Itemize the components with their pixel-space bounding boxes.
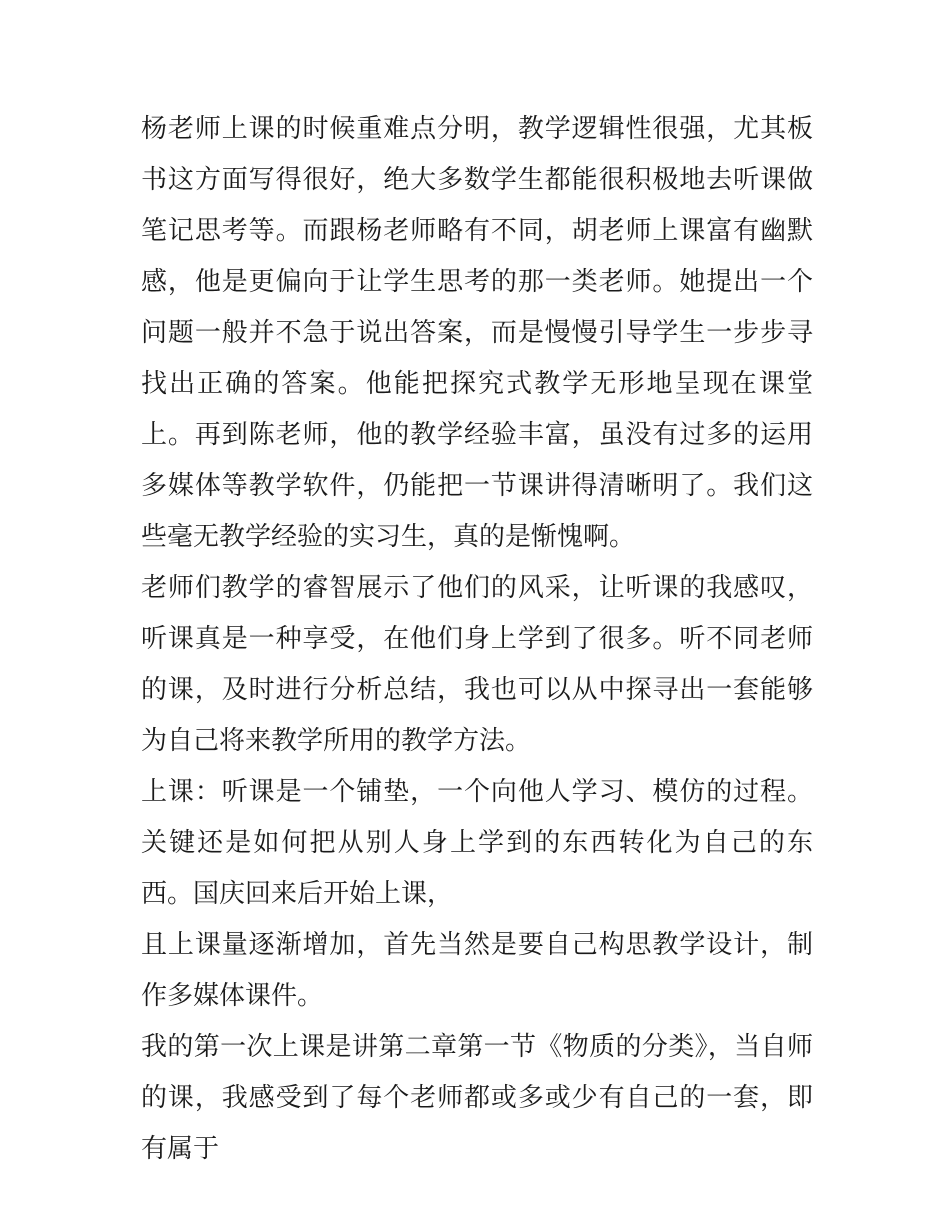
paragraph-start-teaching: 上课：听课是一个铺垫，一个向他人学习、模仿的过程。关键还是如何把从别人身上学到的东西转化为自己的东西。国庆回来后开始上课， <box>141 777 813 909</box>
paragraph-first-lesson: 我的第一次上课是讲第二章第一节《物质的分类》，当自师的课，我感受到了每个老师都或多或少有自己的一套，即有属于 <box>141 1032 813 1164</box>
document-body <box>141 104 813 1175</box>
paragraph-lesson-design: 且上课量逐渐增加，首先当然是要自己构思教学设计，制作多媒体课件。 <box>141 930 813 1011</box>
paragraph-teacher-observations: 杨老师上课的时候重难点分明，教学逻辑性很强，尤其板书这方面写得很好，绝大多数学生都能很积极地去听课做笔记思考等。而跟杨老师略有不同，胡老师上课富有幽默感，他是更偏向于让学生思考的那一类老师。她提出一个问题一般并不急于说出答案，而是慢慢引导学生一步步寻找出正确的答案。他能把探究式教学无形地呈现在课堂上。再到陈老师，他的教学经验丰富，虽没有过多的运用多媒体等教学软件，仍能把一节课讲得清晰明了。我们这些毫无教学经验的实习生，真的是惭愧啊。 <box>141 114 813 552</box>
paragraph-teaching-wisdom: 老师们教学的睿智展示了他们的风采，让听课的我感叹，听课真是一种享受，在他们身上学到了很多。听不同老师的课，及时进行分析总结，我也可以从中探寻出一套能够为自己将来教学所用的教学方法。 <box>141 573 813 756</box>
